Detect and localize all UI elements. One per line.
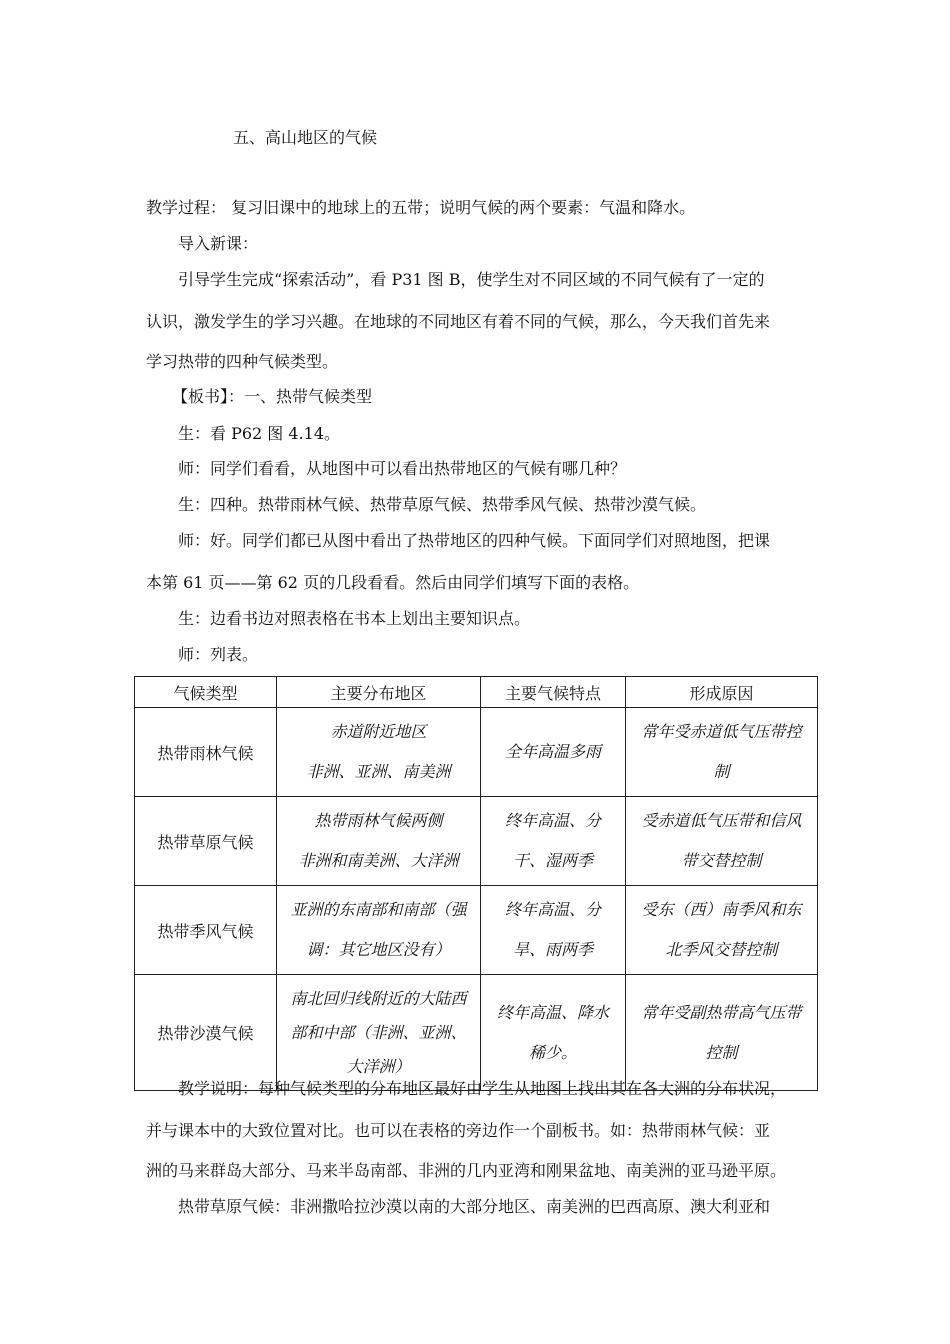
cause-cell: 受赤道低气压带和信风 带交替控制: [626, 797, 818, 886]
cause-cell: 常年受赤道低气压带控 制: [626, 708, 818, 797]
student-line-2: 生：四种。热带雨林气候、热带草原气候、热带季风气候、热带沙漠气候。: [178, 495, 707, 514]
climate-type-cell: 热带雨林气候: [135, 708, 277, 797]
guide-line-2: 认识，激发学生的学习兴趣。在地球的不同地区有着不同的气候，那么，今天我们首先来: [146, 312, 771, 331]
header-region: 主要分布地区: [277, 677, 481, 708]
climate-type-cell: 热带草原气候: [135, 797, 277, 886]
region-cell: 热带雨林气候两侧 非洲和南美洲、大洋洲: [277, 797, 481, 886]
header-cause: 形成原因: [626, 677, 818, 708]
header-climate-type: 气候类型: [135, 677, 277, 708]
intro-label: 导入新课：: [178, 234, 259, 253]
board-heading: 【板书】：一、热带气候类型: [172, 387, 373, 406]
note-line-3: 洲的马来群岛大部分、马来半岛南部、非洲的几内亚湾和刚果盆地、南美洲的亚马逊平原。: [146, 1161, 787, 1180]
feature-cell: 终年高温、分 旱、雨两季: [481, 886, 626, 975]
cause-cell: 受东（西）南季风和东 北季风交替控制: [626, 886, 818, 975]
feature-cell: 终年高温、分 干、湿两季: [481, 797, 626, 886]
teacher-line-2b: 本第 61 页——第 62 页的几段看看。然后由同学们填写下面的表格。: [146, 573, 640, 592]
guide-line-3: 学习热带的四种气候类型。: [146, 352, 339, 371]
table-header-row: [135, 677, 818, 708]
feature-cell: 终年高温、降水 稀少。: [481, 975, 626, 1091]
note-line-2: 并与课本中的大致位置对比。也可以在表格的旁边作一个副板书。如：热带雨林气候：亚: [146, 1121, 771, 1140]
region-cell: 赤道附近地区 非洲、亚洲、南美洲: [277, 708, 481, 797]
student-line-1: 生：看 P62 图 4.14。: [178, 424, 341, 443]
note-line-1: 教学说明：每种气候类型的分布地区最好由学生从地图上找出其在各大洲的分布状况，: [178, 1079, 787, 1098]
teacher-line-3: 师：列表。: [178, 645, 259, 664]
table-row: [135, 797, 818, 886]
header-feature: 主要气候特点: [481, 677, 626, 708]
climate-type-cell: 热带沙漠气候: [135, 975, 277, 1091]
table-row: [135, 975, 818, 1091]
teacher-line-1: 师：同学们看看，从地图中可以看出热带地区的气候有哪几种？: [178, 459, 627, 478]
teaching-process: 教学过程： 复习旧课中的地球上的五带；说明气候的两个要素：气温和降水。: [146, 198, 696, 217]
climate-type-cell: 热带季风气候: [135, 886, 277, 975]
student-line-3: 生：边看书边对照表格在书本上划出主要知识点。: [178, 609, 531, 628]
table-row: [135, 886, 818, 975]
feature-cell: 全年高温多雨: [481, 708, 626, 797]
note-line-4: 热带草原气候：非洲撒哈拉沙漠以南的大部分地区、南美洲的巴西高原、澳大利亚和: [178, 1197, 771, 1216]
cause-cell: 常年受副热带高气压带 控制: [626, 975, 818, 1091]
table-row: [135, 708, 818, 797]
region-cell: 南北回归线附近的大陆西 部和中部（非洲、亚洲、 大洋洲）: [277, 975, 481, 1091]
climate-table: [134, 676, 818, 1091]
guide-line-1: 引导学生完成“探索活动”，看 P31 图 B，使学生对不同区域的不同气候有了一定的: [178, 270, 765, 289]
section-title: 五、高山地区的气候: [233, 128, 378, 147]
teacher-line-2a: 师：好。同学们都已从图中看出了热带地区的四种气候。下面同学们对照地图，把课: [178, 531, 771, 550]
region-cell: 亚洲的东南部和南部（强 调：其它地区没有）: [277, 886, 481, 975]
